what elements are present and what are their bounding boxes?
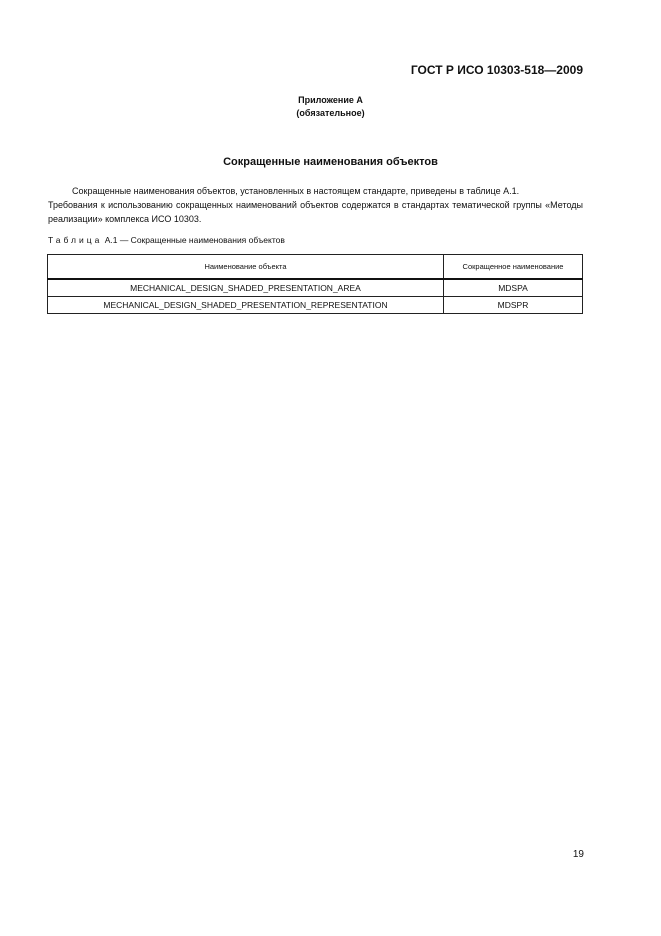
caption-label: Таблица	[48, 235, 103, 245]
header-cell: Сокращенное наименование	[444, 255, 583, 280]
paragraph-line: Требования к использованию сокращенных наименований объектов содержатся в стандартах тематической группы «Методы реализации» комплекса ИСО 10303.	[48, 200, 583, 224]
table-row	[48, 297, 583, 314]
table-header-row	[48, 255, 583, 280]
abbreviations-table	[47, 254, 583, 314]
section-title: Сокращенные наименования объектов	[223, 156, 438, 168]
table-caption	[48, 235, 285, 245]
page-number: 19	[572, 849, 584, 860]
table-cell: MECHANICAL_DESIGN_SHADED_PRESENTATION_REPRESENTATION	[48, 297, 444, 314]
table-row	[48, 279, 583, 297]
table-cell: MDSPA	[444, 279, 583, 297]
appendix-status: (обязательное)	[296, 108, 365, 118]
paragraph-line: Сокращенные наименования объектов, установленных в настоящем стандарте, приведены в таблице А.1.	[72, 186, 520, 196]
table-cell: MDSPR	[444, 297, 583, 314]
table-cell: MECHANICAL_DESIGN_SHADED_PRESENTATION_AREA	[48, 279, 444, 297]
caption-text: А.1 — Сокращенные наименования объектов	[104, 235, 285, 245]
header-cell: Наименование объекта	[48, 255, 444, 280]
appendix-title: Приложение А	[298, 95, 363, 105]
intro-paragraph	[48, 184, 583, 226]
standard-header: ГОСТ Р ИСО 10303-518—2009	[410, 63, 583, 77]
